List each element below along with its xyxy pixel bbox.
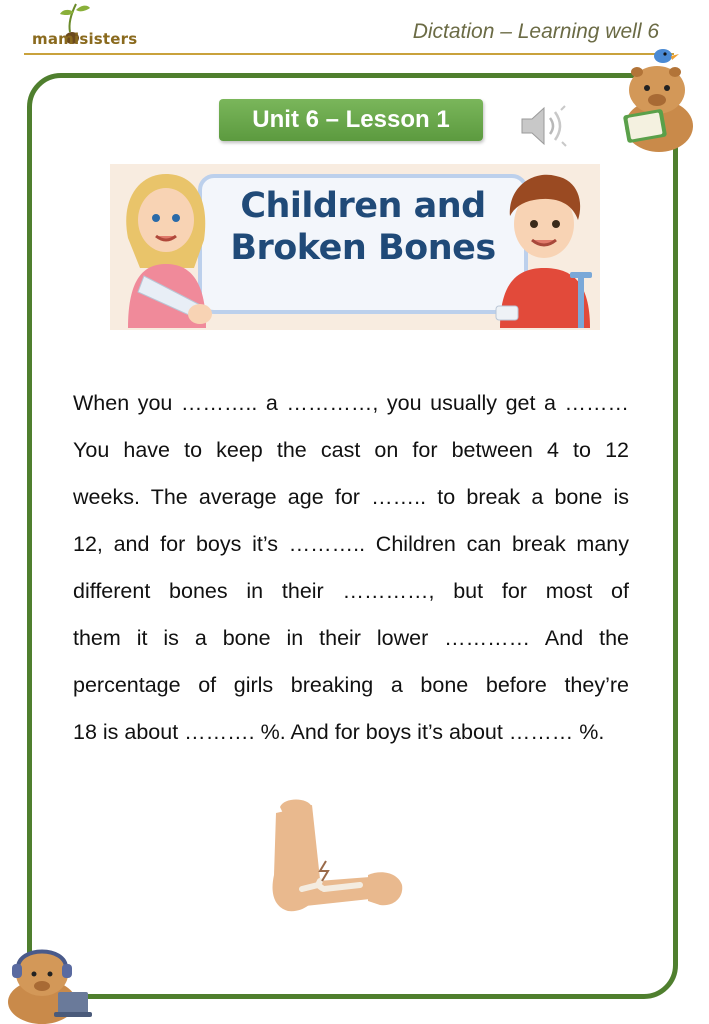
dictation-line: different bones in their …………, but for most of [73,579,629,603]
lesson-banner [110,164,600,330]
dictation-line: You have to keep the cast on for between 4 to 12 [73,438,629,462]
capybara-laptop-icon [2,940,94,1024]
logo [28,2,138,54]
header-divider [24,53,674,55]
capybara-reading-icon [607,48,703,156]
dictation-line: percentage of girls breaking a bone before they’re [73,673,629,697]
logo-text: mamisisters [32,30,138,48]
dictation-line: weeks. The average age for …….. to break a bone is [73,485,629,509]
girl-with-sling-illustration [114,168,218,328]
dictation-paragraph [73,380,629,756]
dictation-line: 12, and for boys it’s ……….. Children can break many [73,532,629,556]
speaker-icon[interactable] [518,102,570,150]
dictation-line: them it is a bone in their lower ………… And the [73,626,629,650]
boy-with-crutch-illustration [494,166,598,328]
dictation-line: 18 is about ………. %. And for boys it’s about ……… %. [73,720,605,744]
page-header-title: Dictation – Learning well 6 [412,20,659,43]
banner-title-line2: Broken Bones [230,228,496,268]
broken-arm-icon [262,795,412,920]
banner-title-line1: Children and [240,186,486,226]
dictation-line: When you ……….. a …………, you usually get a ……… [73,391,629,415]
lesson-title-badge: Unit 6 – Lesson 1 [219,99,483,141]
